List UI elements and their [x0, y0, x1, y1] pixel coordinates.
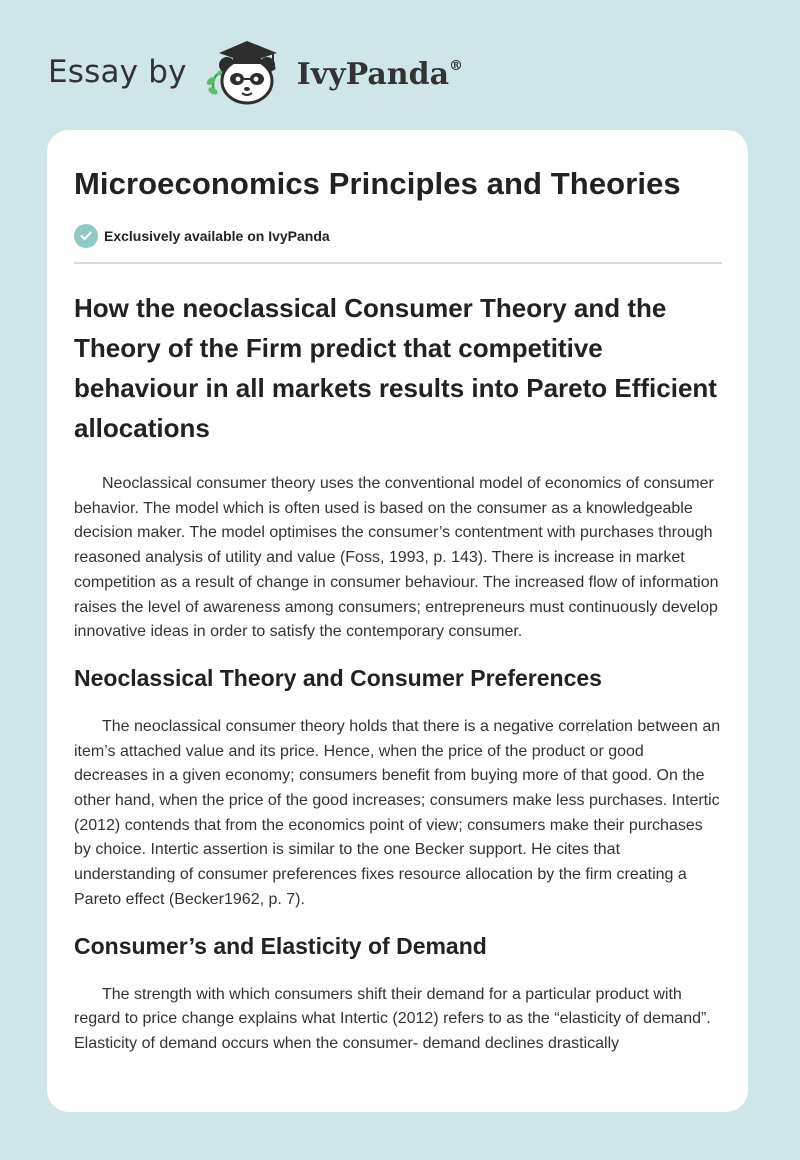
divider	[74, 262, 722, 264]
section-heading-elasticity: Consumer’s and Elasticity of Demand	[74, 932, 487, 959]
brand-name-text: IvyPanda	[296, 56, 450, 92]
main-heading: How the neoclassical Consumer Theory and the Theory of the Firm predict that competitive behaviour in all markets results into Pareto Efficient allocations	[74, 293, 717, 443]
section-heading-consumer-preferences: Neoclassical Theory and Consumer Preferences	[74, 664, 602, 691]
check-circle-icon	[74, 224, 98, 248]
intro-paragraph: Neoclassical consumer theory uses the conventional model of economics of consumer behavior. The model which is often used is based on the consumer as a knowledgeable decision maker. The model optimises the consumer’s contentment with purchases through reasoned analysis of utility and value (Foss, 1993, p. 143). There is increase in market competition as a result of change in consumer behaviour. The increased flow of information raises the level of awareness among consumers; entrepreneurs must continuously develop innovative ideas in order to satisfy the contemporary consumer.	[74, 475, 719, 641]
exclusive-badge	[74, 224, 722, 248]
page-title: Microeconomics Principles and Theories	[74, 166, 681, 201]
registered-mark: ®	[449, 57, 464, 74]
exclusive-badge-label: Exclusively available on IvyPanda	[104, 228, 330, 244]
brand-prefix: Essay by	[48, 54, 187, 90]
brand-name[interactable]	[297, 57, 463, 92]
section-paragraph-consumer-preferences: The neoclassical consumer theory holds that there is a negative correlation between an item’s attached value and its price. Hence, when the price of the product or good decreases in a given economy; consumers benefit from buying more of that good. On the other hand, when the price of the good increases; consumers make less purchases. Intertic (2012) contends that from the economics point of view; consumers make their purchases by choice. Intertic assertion is similar to the one Becker support. He cites that understanding of consumer preferences fixes resource allocation by the firm creating a Pareto effect (Becker1962, p. 7).	[74, 717, 721, 908]
panda-graduate-logo-icon[interactable]	[201, 35, 293, 107]
section-paragraph-elasticity: The strength with which consumers shift their demand for a particular product with regard to price change explains what Intertic (2012) refers to as the “elasticity of demand”. Elasticity of demand occurs when the consumer- demand declines drastically	[74, 985, 711, 1052]
site-header	[48, 36, 463, 106]
essay-content	[47, 166, 748, 1057]
essay-card	[47, 130, 748, 1112]
